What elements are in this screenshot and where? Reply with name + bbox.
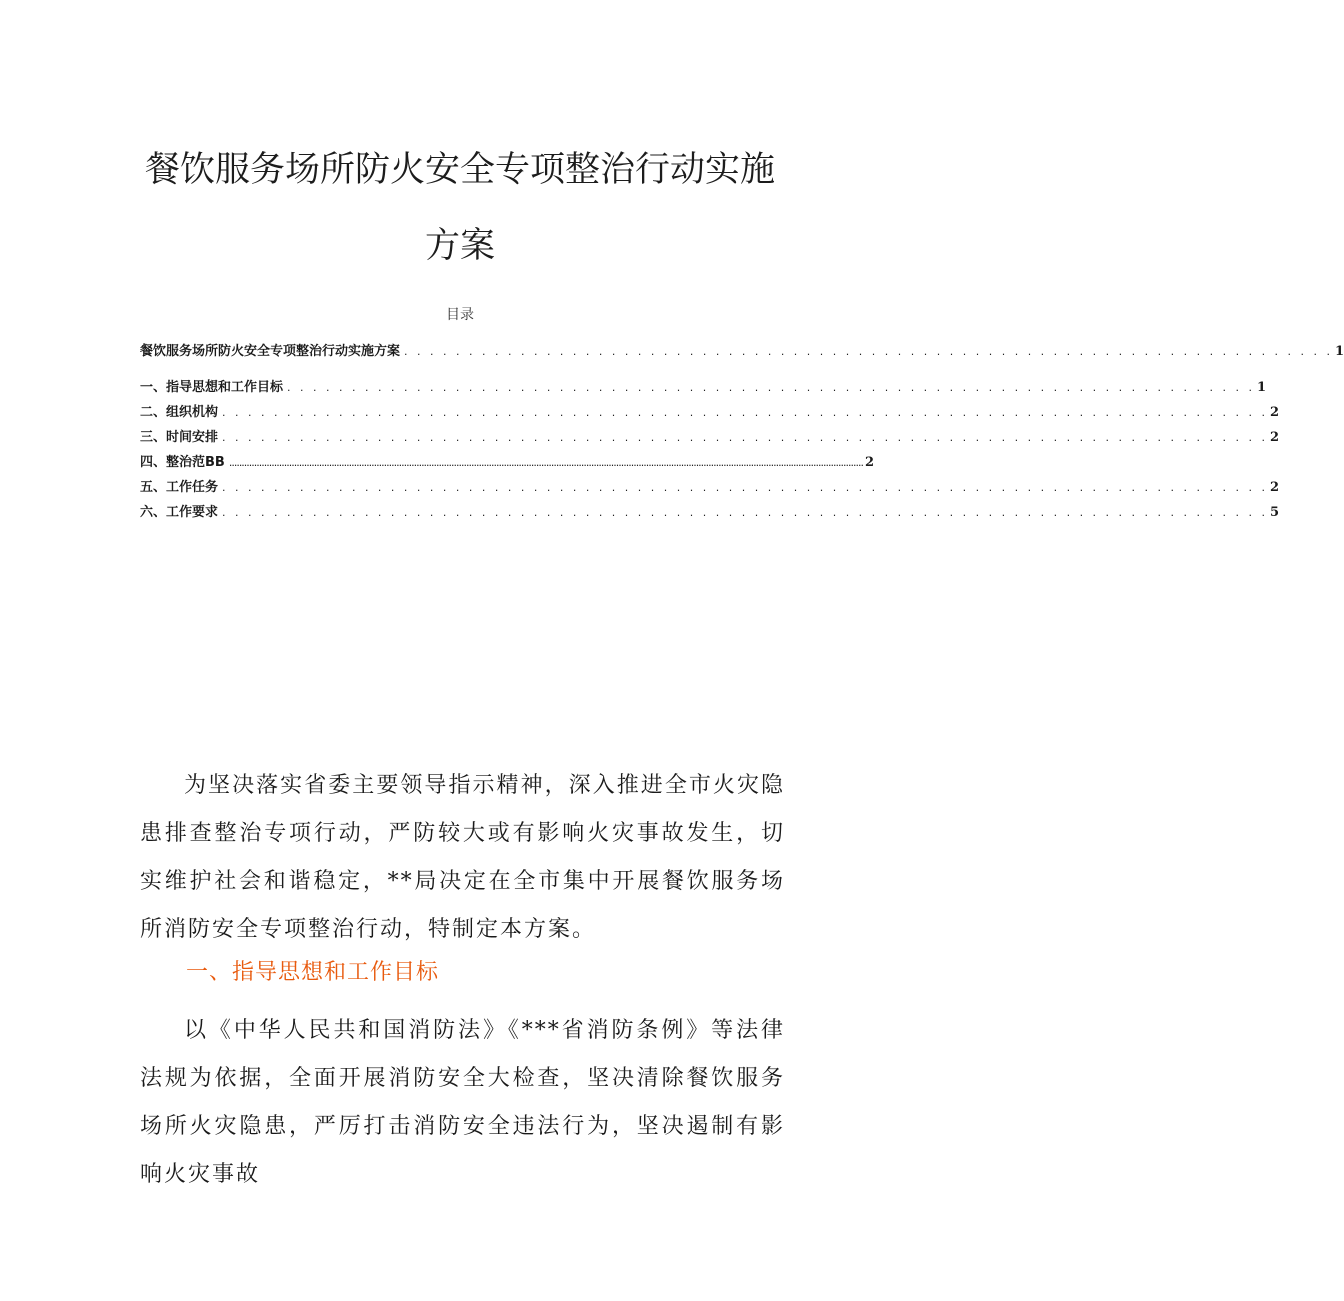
- toc-entry-label: 五、工作任务: [140, 480, 219, 495]
- toc-leader-dots: . . . . . . . . . . . . . . . . . . . . . . . . . . . . . . . . . . . . . . . . . . . . . . . . . . . . . . . . . . . . . . . . . . . . . . . . . . . . . . . . .: [222, 406, 1268, 419]
- toc-leader-dots: ..............................................................................................................................................................................................................................................................: [228, 456, 863, 469]
- toc-entry[interactable]: [140, 376, 1267, 396]
- toc-entry-page: 2: [1269, 430, 1280, 445]
- toc-entry-label: 二、组织机构: [140, 405, 219, 420]
- toc-leader-dots: . . . . . . . . . . . . . . . . . . . . . . . . . . . . . . . . . . . . . . . . . . . . . . . . . . . . . . . . . . . . . . . . . . . . . . . . . . . . . . . . .: [222, 506, 1268, 519]
- toc-leader-dots: . . . . . . . . . . . . . . . . . . . . . . . . . . . . . . . . . . . . . . . . . . . . . . . . . . . . . . . . . . . . . . . . . . . . . . . . . . . . . . . . .: [222, 481, 1268, 494]
- toc-entry[interactable]: [140, 476, 1280, 496]
- toc-leader-dots: . . . . . . . . . . . . . . . . . . . . . . . . . . . . . . . . . . . . . . . . . . . . . . . . . . . . . . . . . . . . . . . . . . . . . . . . . . .: [287, 381, 1256, 394]
- toc-heading: 目录: [446, 307, 474, 323]
- section-heading-guiding-ideology: 一、指导思想和工作目标: [186, 960, 440, 985]
- toc-entry-page: 5: [1269, 505, 1280, 520]
- document-title-line-2: 方案: [424, 226, 495, 266]
- toc-entry[interactable]: [140, 340, 1344, 360]
- toc-entry-label: 四、整治范BB: [140, 455, 225, 470]
- toc-entry[interactable]: [140, 501, 1280, 521]
- toc-entry-label: 六、工作要求: [140, 505, 219, 520]
- toc-entry[interactable]: [140, 451, 875, 471]
- toc-entry-page: 1: [1257, 380, 1267, 395]
- toc-entry[interactable]: [140, 426, 1280, 446]
- toc-leader-dots: . . . . . . . . . . . . . . . . . . . . . . . . . . . . . . . . . . . . . . . . . . . . . . . . . . . . . . . . . . . . . . . . . . . . . . . . . . . . . . . . .: [222, 431, 1268, 444]
- intro-paragraph: 为坚决落实省委主要领导指示精神，深入推进全市火灾隐患排查整治专项行动，严防较大或有影响火灾事故发生，切实维护社会和谐稳定，**局决定在全市集中开展餐饮服务场所消防安全专项整治行动，特制定本方案。: [140, 773, 785, 942]
- toc-entry-page: 2: [864, 455, 875, 470]
- toc-entry-label: 一、指导思想和工作目标: [140, 380, 284, 395]
- toc-entry-page: 2: [1269, 405, 1280, 420]
- document-title-line-1: 餐饮服务场所防火安全专项整治行动实施: [144, 150, 775, 190]
- toc-entry-label: 三、时间安排: [140, 430, 219, 445]
- toc-entry-page: 2: [1269, 480, 1280, 495]
- toc-entry-page: 1: [1335, 344, 1344, 359]
- toc-leader-dots: . . . . . . . . . . . . . . . . . . . . . . . . . . . . . . . . . . . . . . . . . . . . . . . . . . . . . . . . . . . . . . . . . . . . . . . .: [404, 345, 1334, 358]
- toc-entry-label: 餐饮服务场所防火安全专项整治行动实施方案: [140, 344, 401, 359]
- section-1-paragraph: 以《中华人民共和国消防法》《***省消防条例》等法律法规为依据，全面开展消防安全大检查，坚决清除餐饮服务场所火灾隐患，严厉打击消防安全违法行为，坚决遏制有影响火灾事故: [140, 1018, 785, 1187]
- toc-entry[interactable]: [140, 401, 1280, 421]
